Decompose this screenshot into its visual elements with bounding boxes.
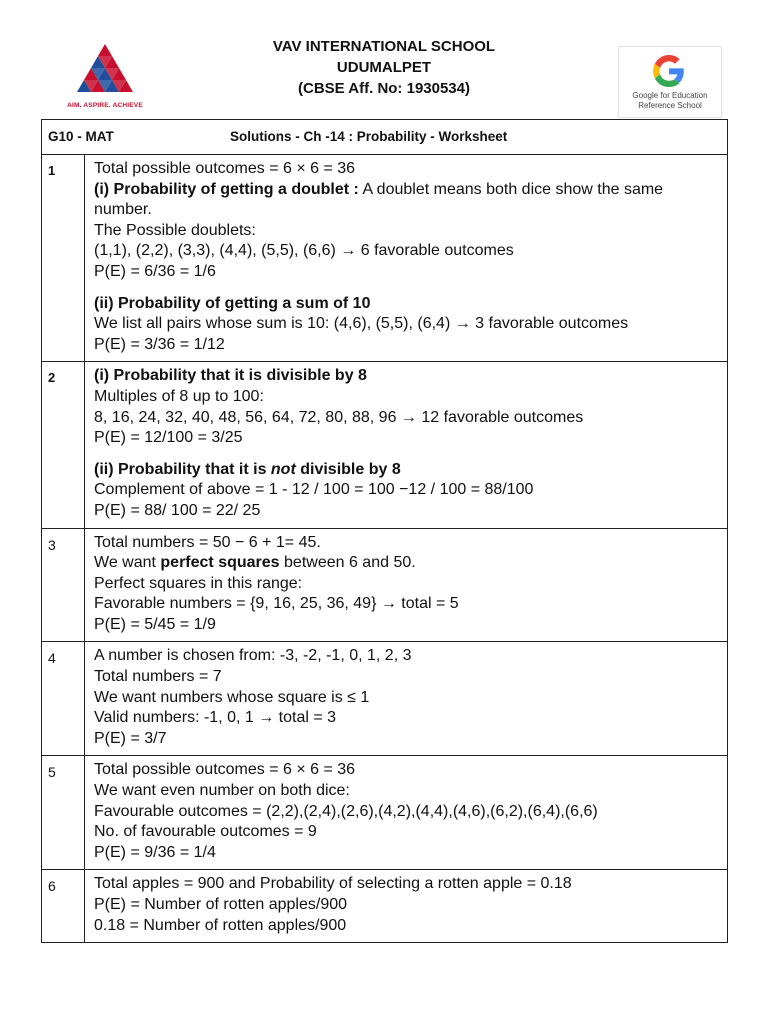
answer-line: P(E) = Number of rotten apples/900 [94,896,348,913]
answer-line: Total apples = 900 and Probability of selecting a rotten apple = 0.18 [94,875,572,893]
answer-line: Perfect squares in this range: [94,574,303,592]
question-row-5 [42,756,728,870]
question-number: 2 [42,362,85,528]
google-g-icon [653,55,685,87]
question-row-2 [42,362,728,528]
answer-line: P(E) = 12/100 = 3/25 [94,429,243,447]
answer-line: P(E) = 3/7 [94,729,167,747]
answer-line: P(E) = 9/36 = 1/4 [94,843,216,861]
part-heading: (i) Probability of getting a doublet : [94,180,359,198]
answer-line: No. of favourable outcomes = 9 [94,823,317,841]
badge-line-2: Reference School [638,101,702,110]
question-number: 1 [42,155,85,362]
answer-line: (1,1), (2,2), (3,3), (4,4), (5,5), (6,6) → 6 favorable outcomes [94,242,514,260]
answer-line: Complement of above = 1 - 12 / 100 = 100 −12 / 100 = 88/100 [94,481,534,499]
answer-cell [85,362,728,528]
answer-line: A number is chosen from: -3, -2, -1, 0, 1, 2, 3 [94,647,412,665]
answer-cell [85,155,728,362]
answer-line: Favourable outcomes = (2,2),(2,4),(2,6),(4,2),(4,4),(4,6),(6,2),(6,4),(6,6) [94,802,598,820]
answer-line: We want numbers whose square is ≤ 1 [94,688,370,706]
answer-line: 0.18 = Number of rotten apples/900 [94,916,347,934]
answer-line: Valid numbers: -1, 0, 1 → total = 3 [94,709,337,727]
title-cell [42,120,728,155]
solutions-table [41,119,728,943]
answer-line: We want perfect squares between 6 and 50. [94,554,416,572]
grade-label: G10 - MAT [48,129,114,144]
school-city: UDUMALPET [336,59,432,76]
answer-line: Total possible outcomes = 6 × 6 = 36 [94,761,356,779]
school-affiliation: (CBSE Aff. No: 1930534) [298,80,470,97]
answer-line: We want even number on both dice: [94,782,350,800]
answer-text: A doublet means both dice show the same number. [94,180,664,219]
question-row-6 [42,870,728,943]
question-number: 6 [42,870,85,943]
worksheet-title: Solutions - Ch -14 : Probability - Worksheet [230,129,508,144]
question-number: 3 [42,528,85,642]
answer-line [94,180,721,221]
school-name: VAV INTERNATIONAL SCHOOL [272,38,496,55]
answer-line: Total numbers = 7 [94,668,222,686]
answer-line: Total possible outcomes = 6 × 6 = 36 [94,160,356,177]
answer-line: P(E) = 6/36 = 1/6 [94,262,216,280]
question-number: 5 [42,756,85,870]
part-heading: (ii) Probability of getting a sum of 10 [94,294,371,312]
answer-line: Favorable numbers = {9, 16, 25, 36, 49} → total = 5 [94,595,459,613]
answer-line: The Possible doublets: [94,221,256,239]
answer-line: We list all pairs whose sum is 10: (4,6), (5,5), (6,4) → 3 favorable outcomes [94,315,629,333]
answer-cell [85,870,728,943]
answer-cell [85,756,728,870]
google-education-badge [618,46,722,118]
part-heading: (ii) Probability that it is not divisible by 8 [94,460,401,478]
answer-line: P(E) = 5/45 = 1/9 [94,615,216,633]
answer-line: P(E) = 88/ 100 = 22/ 25 [94,501,261,519]
school-tagline: AIM. ASPIRE. ACHIEVE [67,102,143,109]
question-number: 4 [42,642,85,756]
answer-cell [85,642,728,756]
question-row-3 [42,528,728,642]
badge-line-1: Google for Education [632,91,708,100]
question-row-4 [42,642,728,756]
answer-line: Multiples of 8 up to 100: [94,387,264,405]
answer-line: P(E) = 3/36 = 1/12 [94,335,225,353]
page-header [0,0,768,118]
answer-line: 8, 16, 24, 32, 40, 48, 56, 64, 72, 80, 88, 96 → 12 favorable outcomes [94,408,584,426]
question-row-1 [42,155,728,362]
part-heading: (i) Probability that it is divisible by 8 [94,367,367,385]
title-row [42,120,728,155]
answer-line: Total numbers = 50 − 6 + 1= 45. [94,533,321,551]
answer-cell [85,528,728,642]
